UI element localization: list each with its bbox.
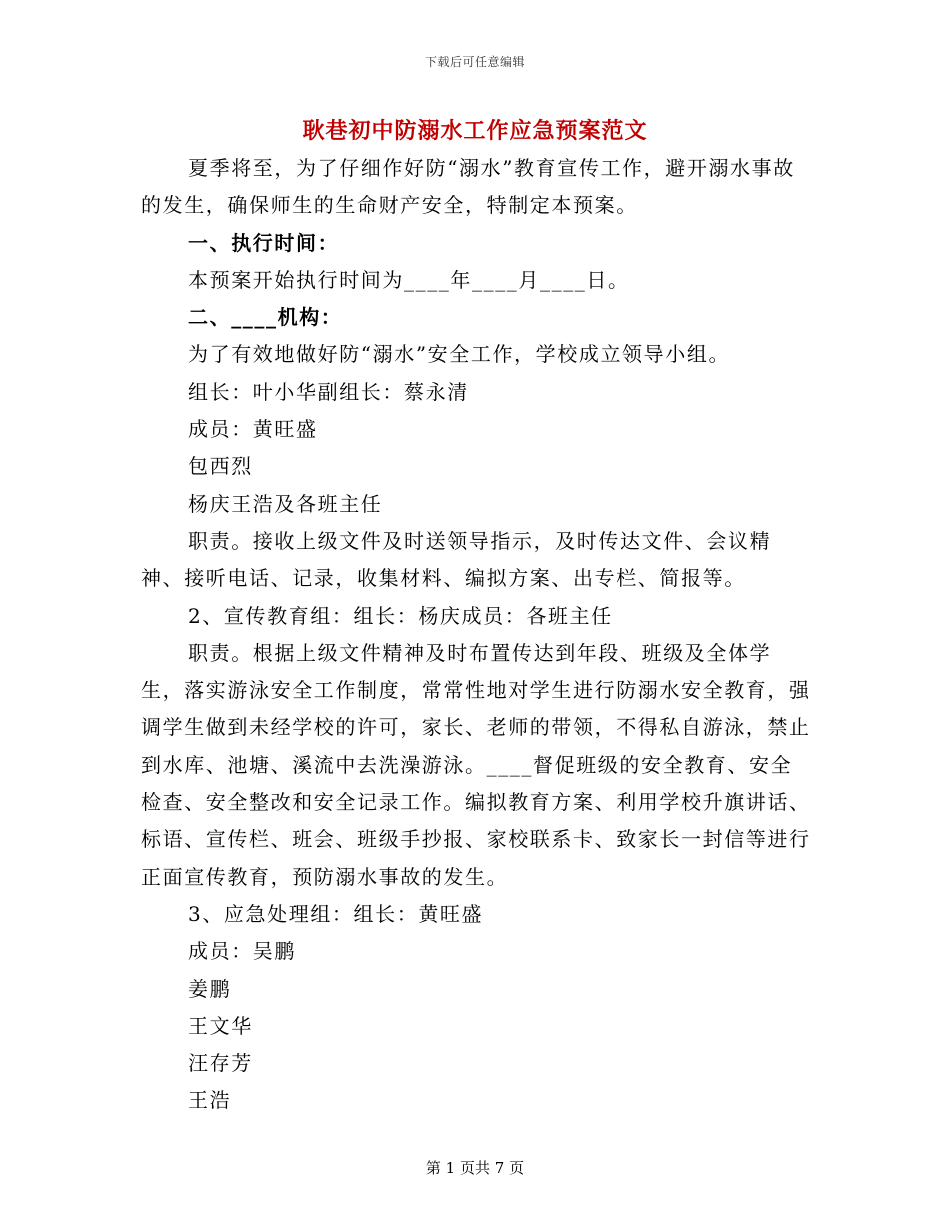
section-heading: 一、执行时间： — [188, 230, 340, 255]
body-paragraph: 组长：叶小华副组长：蔡永清 — [188, 379, 469, 404]
body-paragraph: 成员：黄旺盛 — [188, 417, 318, 442]
body-paragraph: 杨庆王浩及各班主任 — [188, 491, 383, 516]
body-paragraph: 为了有效地做好防“溺水”安全工作，学校成立领导小组。 — [188, 342, 731, 367]
body-paragraph: 职责。接收上级文件及时送领导指示，及时传达文件、会议精神、接听电话、记录，收集材料、编拟方案、出专栏、简报等。 — [141, 528, 772, 591]
body-paragraph: 夏季将至，为了仔细作好防“溺水”教育宣传工作，避开溺水事故的发生，确保师生的生命财产安全，特制定本预案。 — [141, 156, 795, 218]
body-paragraph: 成员：吴鹏 — [188, 939, 296, 964]
body-paragraph: 汪存芳 — [188, 1051, 253, 1076]
download-note: 下载后可任意编辑 — [424, 55, 525, 69]
page-number-footer: 第 1 页共 7 页 — [425, 1159, 525, 1177]
document-body — [141, 150, 813, 1120]
body-paragraph: 2、宣传教育组：组长：杨庆成员：各班主任 — [188, 603, 613, 628]
body-paragraph: 包西烈 — [188, 454, 253, 479]
body-paragraph: 职责。根据上级文件精神及时布置传达到年段、班级及全体学生，落实游泳安全工作制度，常常性地对学生进行防溺水安全教育，强调学生做到未经学校的许可，家长、老师的带领，不得私自游泳，禁止到水库、池塘、溪流中去洗澡游泳。____督促班级的安全教育、安全检查、安全整改和安全记录工作。编拟教育方案、利用学校升旗讲话、标语、宣传栏、班会、班级手抄报、家校联系卡、致家长一封信等进行正面宣传教育，预防溺水事故的发生。 — [141, 640, 811, 889]
body-paragraph: 王浩 — [188, 1088, 232, 1113]
body-paragraph: 王文华 — [188, 1013, 253, 1038]
body-paragraph: 3、应急处理组：组长：黄旺盛 — [188, 901, 484, 926]
body-paragraph: 本预案开始执行时间为____年____月____日。 — [188, 267, 630, 292]
document-title: 耿巷初中防溺水工作应急预案范文 — [302, 118, 648, 144]
body-paragraph: 姜鹏 — [188, 976, 232, 1001]
section-heading: 二、____机构： — [188, 305, 343, 330]
